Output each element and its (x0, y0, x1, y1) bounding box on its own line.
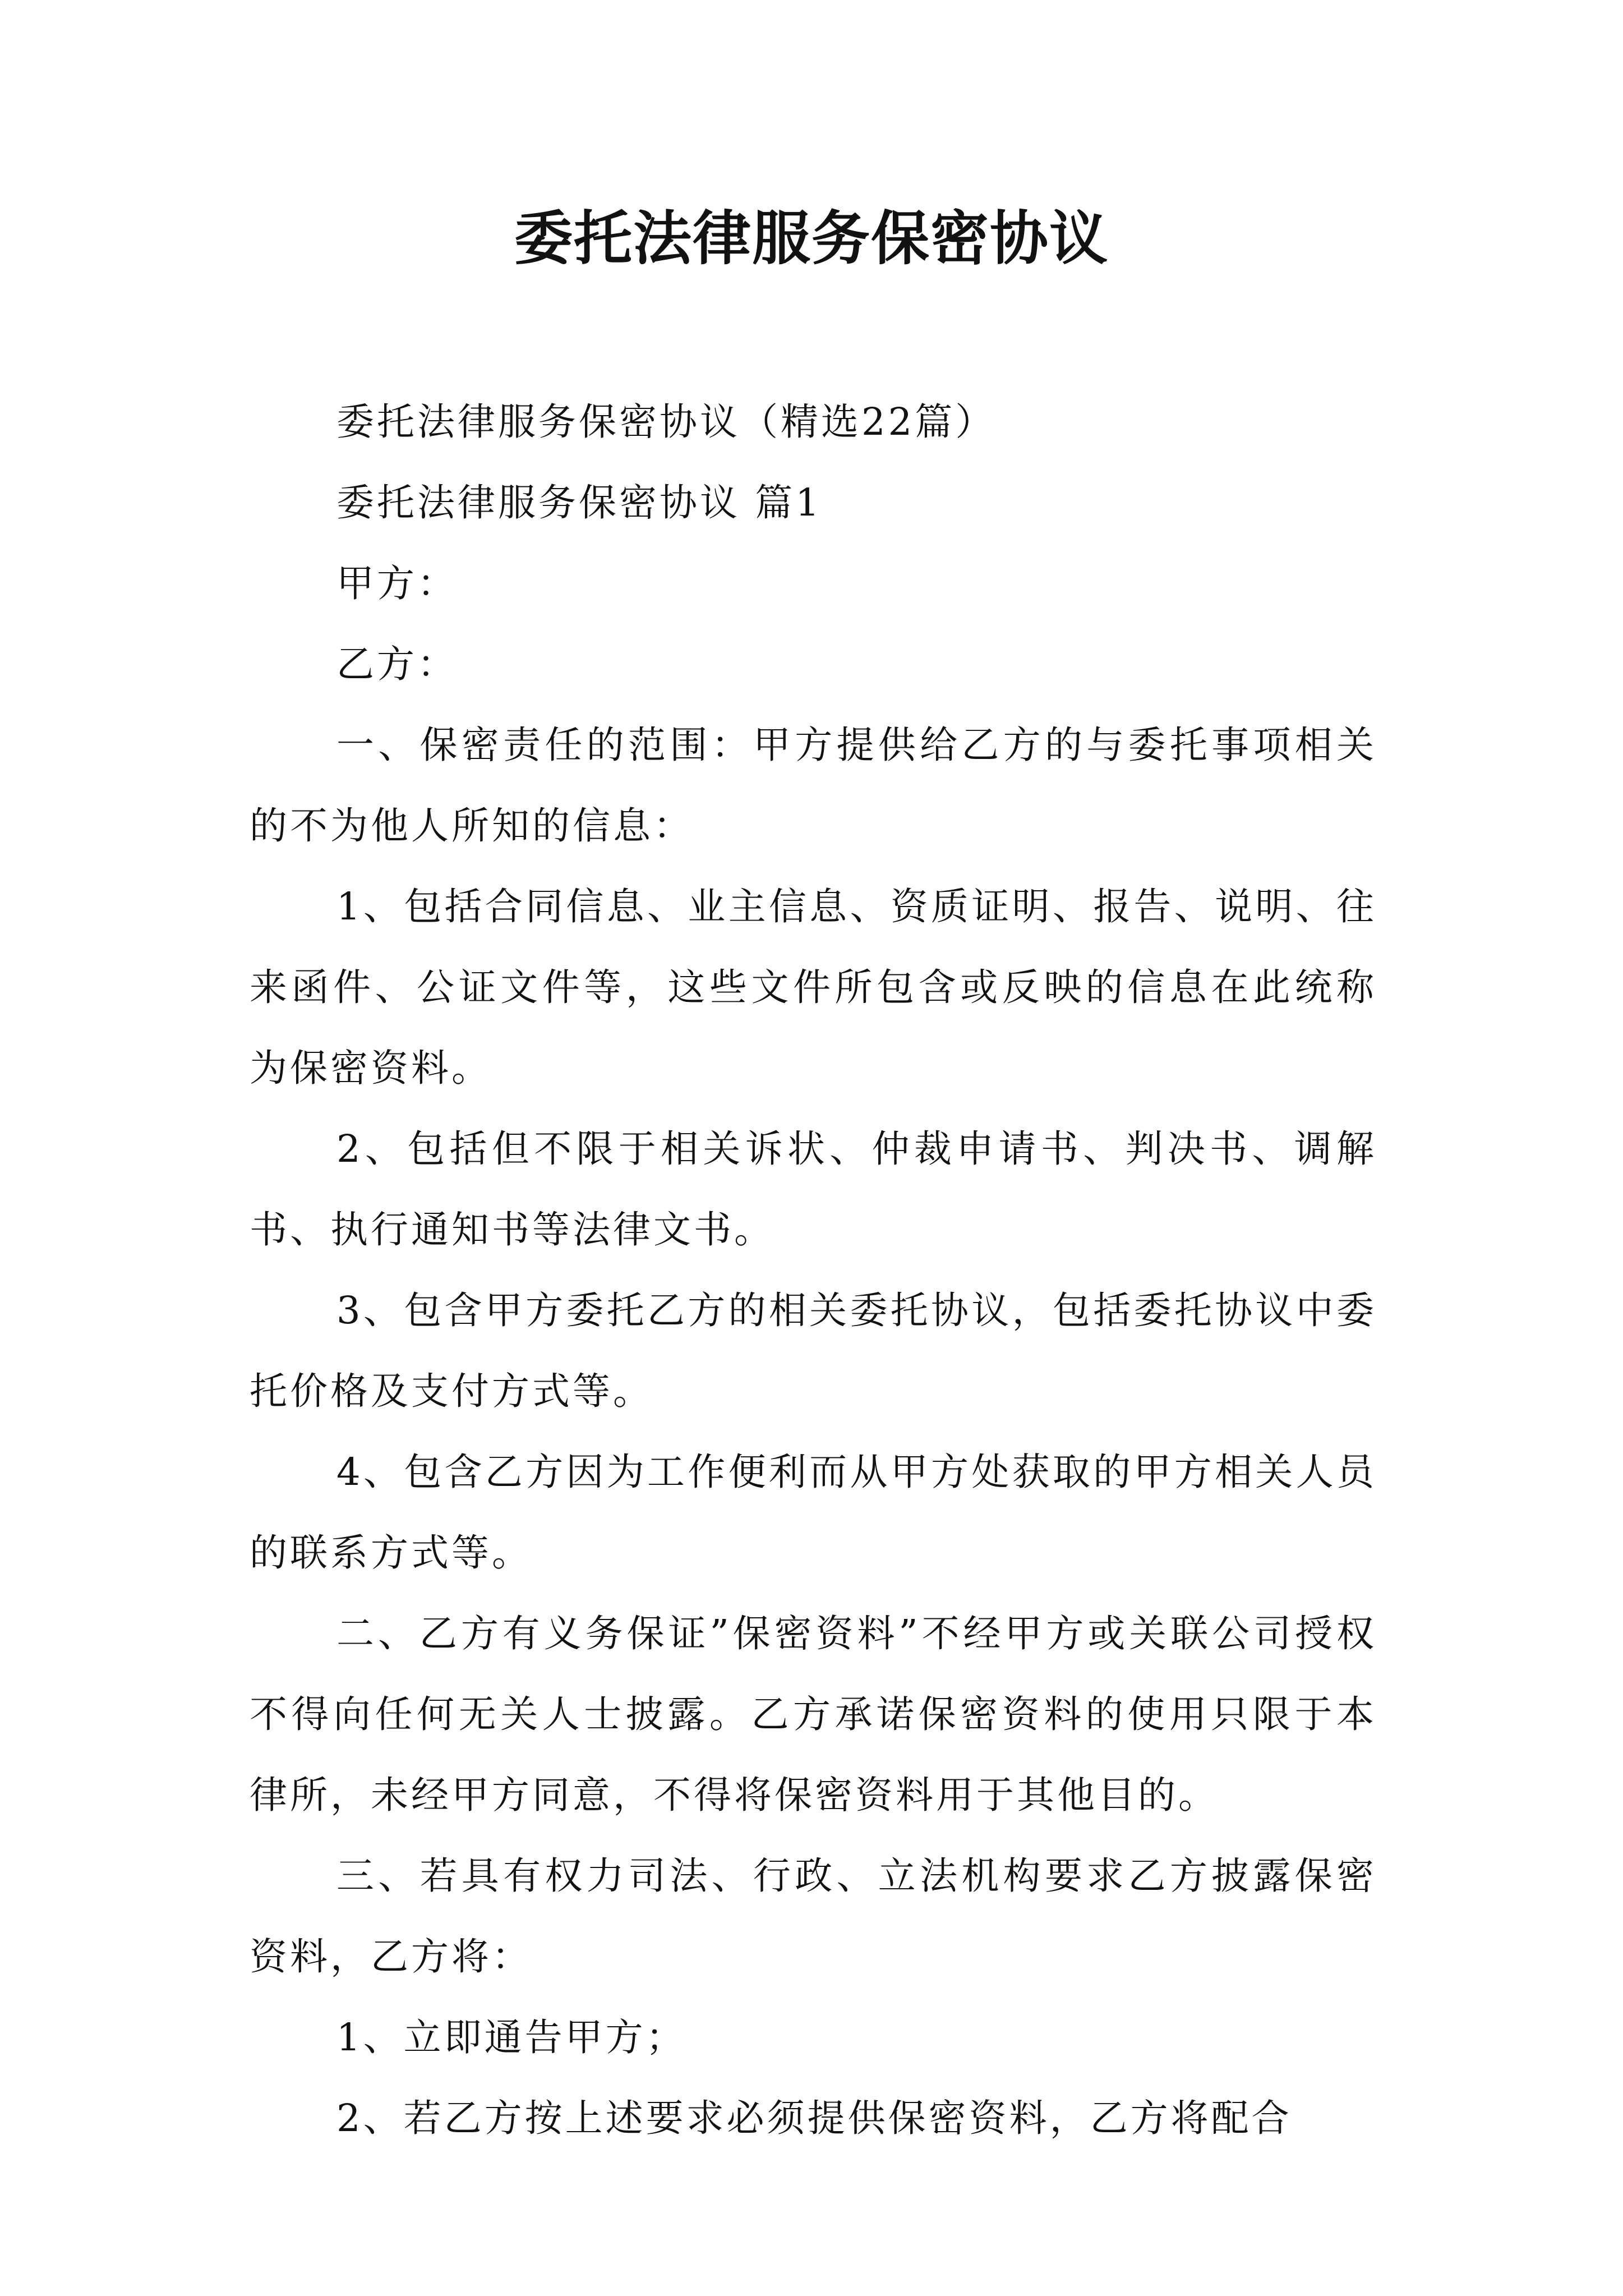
clause-1-scope: 一、保密责任的范围：甲方提供给乙方的与委托事项相关的不为他人所知的信息： (250, 723, 1377, 848)
clause-2-obligation: 二、乙方有义务保证”保密资料”不经甲方或关联公司授权不得向任何无关人士披露。乙方承诺保密资料的使用只限于本律所，未经甲方同意，不得将保密资料用于其他目的。 (250, 1612, 1377, 1817)
party-b-line: 乙方： (336, 642, 458, 686)
clause-1-item-2: 2、包括但不限于相关诉状、仲裁申请书、判决书、调解书、执行通知书等法律文书。 (250, 1127, 1377, 1251)
clause-1-item-3: 3、包含甲方委托乙方的相关委托协议，包括委托协议中委托价格及支付方式等。 (250, 1289, 1377, 1413)
section-heading: 委托法律服务保密协议 篇1 (336, 481, 822, 524)
document-title: 委托法律服务保密协议 (514, 204, 1109, 273)
party-a-line: 甲方： (336, 562, 458, 605)
clause-3-disclosure: 三、若具有权力司法、行政、立法机构要求乙方披露保密资料，乙方将： (250, 1854, 1377, 1978)
document-body (250, 381, 1377, 2159)
clause-1-item-4: 4、包含乙方因为工作便利而从甲方处获取的甲方相关人员的联系方式等。 (250, 1450, 1377, 1575)
subtitle-paragraph: 委托法律服务保密协议（精选22篇） (336, 400, 996, 444)
clause-1-item-1: 1、包括合同信息、业主信息、资质证明、报告、说明、往来函件、公证文件等，这些文件所包含或反映的信息在此统称为保密资料。 (250, 885, 1377, 1090)
clause-3-item-1: 1、立即通告甲方； (336, 2016, 686, 2059)
clause-3-item-2: 2、若乙方按上述要求必须提供保密资料，乙方将配合 (336, 2096, 1292, 2140)
